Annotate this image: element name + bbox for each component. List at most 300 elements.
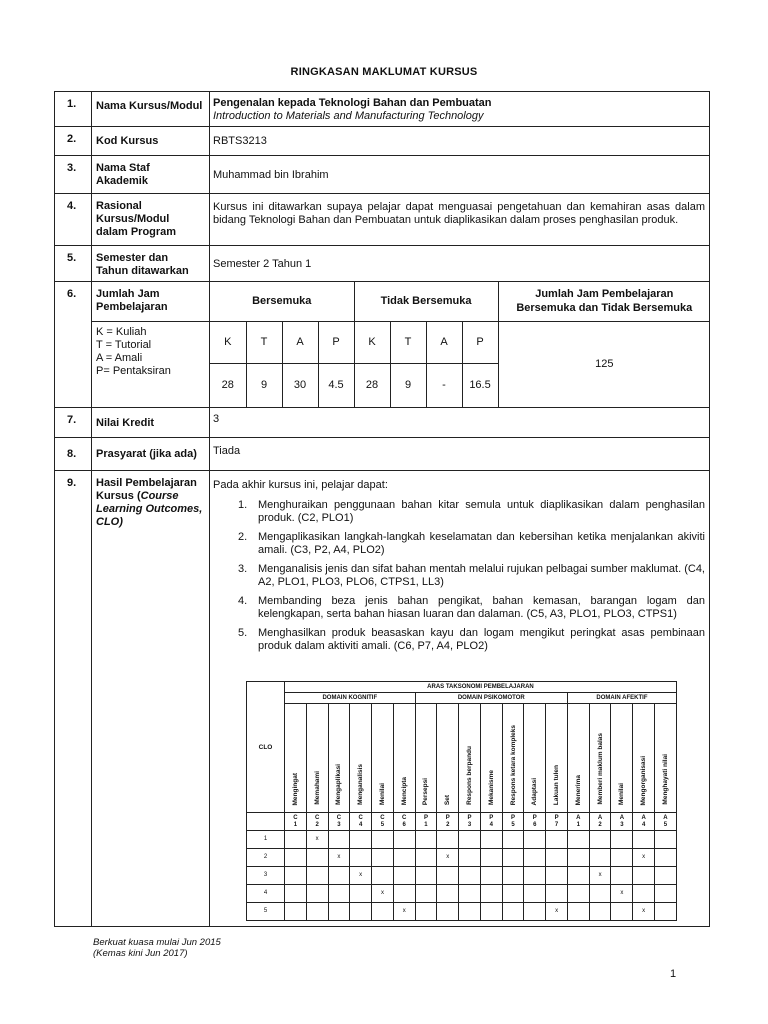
code-number: 2 [315, 821, 319, 828]
taxonomy-mark [546, 867, 568, 885]
taxonomy-mark [393, 831, 415, 849]
taxonomy-mark [393, 849, 415, 867]
label-line: Hasil Pembelajaran [96, 477, 197, 489]
row-label [92, 471, 210, 927]
label-line: Kursus/Modul [96, 213, 170, 225]
semester-value: Semester 2 Tahun 1 [210, 246, 710, 282]
code-letter: P [423, 814, 428, 821]
course-code-value: RBTS3213 [210, 127, 710, 156]
row-number: 1. [55, 92, 92, 127]
code-letter: C [314, 814, 320, 821]
hours-value: 4.5 [318, 363, 354, 408]
clo-list [213, 499, 705, 653]
taxonomy-level-label: Persepsi [422, 777, 430, 805]
credit-value: 3 [210, 408, 710, 438]
taxonomy-code [372, 813, 394, 831]
taxonomy-mark [480, 849, 502, 867]
taxonomy-mark [328, 831, 350, 849]
clo-number: 2. [238, 531, 248, 543]
taxonomy-mark [655, 903, 677, 921]
taxonomy-mark [655, 849, 677, 867]
head-jumlah-jam [498, 282, 710, 321]
taxonomy-mark [567, 831, 589, 849]
taxonomy-code [393, 813, 415, 831]
taxonomy-title: ARAS TAKSONOMI PEMBELAJARAN [285, 682, 677, 693]
clo-header: CLO [258, 743, 273, 751]
taxonomy-level-label: Menganalisis [357, 764, 365, 805]
taxonomy-mark [415, 849, 437, 867]
taxonomy-mark: x [350, 867, 372, 885]
taxonomy-mark [350, 885, 372, 903]
taxonomy-level-label: Mengingat [291, 772, 299, 805]
clo-number: 3. [238, 563, 248, 575]
code-number: 4 [359, 821, 363, 828]
taxonomy-level [350, 704, 372, 813]
code-number: 1 [293, 821, 298, 828]
taxonomy-code [546, 813, 568, 831]
hours-value: - [426, 363, 462, 408]
code-letter: A [597, 814, 603, 821]
taxonomy-mark [437, 831, 459, 849]
legend-item: K = Kuliah [96, 326, 147, 338]
taxonomy-code [328, 813, 350, 831]
taxonomy-mark [415, 867, 437, 885]
row-number: 2. [55, 127, 92, 156]
code-cell: T [390, 321, 426, 363]
label-line: Jumlah Jam [96, 288, 160, 300]
clo-item [213, 627, 705, 653]
taxonomy-level [285, 704, 307, 813]
code-number: 3 [620, 821, 624, 828]
taxonomy-mark [328, 885, 350, 903]
label-part: Course [140, 490, 179, 502]
head-line: Bersemuka dan Tidak Bersemuka [516, 302, 693, 315]
taxonomy-mark [350, 849, 372, 867]
row-label [92, 194, 210, 246]
code-cell: P [462, 321, 498, 363]
taxonomy-level-label: Memahami [313, 771, 321, 805]
code-number: 3 [337, 821, 341, 828]
hours-value: 9 [246, 363, 282, 408]
clo-number-cell: 4 [247, 885, 285, 903]
clo-item [213, 563, 705, 589]
row-label: Nilai Kredit [92, 408, 210, 438]
taxonomy-mark [524, 831, 546, 849]
row-course-code [55, 127, 710, 156]
code-number: 5 [663, 821, 668, 828]
hours-value: 28 [221, 379, 234, 392]
code-number: 4 [489, 821, 493, 828]
taxonomy-mark [589, 849, 611, 867]
hours-value: 16.5 [462, 363, 498, 408]
code-number: 1 [576, 821, 580, 828]
staff-name-value: Muhammad bin Ibrahim [210, 156, 710, 194]
taxonomy-mark [480, 867, 502, 885]
code-letter: C [380, 814, 385, 821]
taxonomy-mark [524, 849, 546, 867]
taxonomy-level [655, 704, 677, 813]
label-line: Semester dan [96, 252, 169, 264]
taxonomy-level [524, 704, 546, 813]
learning-hours-label [96, 288, 168, 314]
code-number: 5 [380, 821, 385, 828]
taxonomy-mark [393, 885, 415, 903]
taxonomy-mark [502, 867, 524, 885]
taxonomy-row [247, 849, 677, 867]
code-number: 1 [424, 821, 428, 828]
taxonomy-level-label: Mengaplikasi [335, 764, 343, 805]
taxonomy-level [459, 704, 481, 813]
page-number: 1 [670, 968, 677, 980]
row-semester [55, 246, 710, 282]
taxonomy-level [546, 704, 568, 813]
row-label: Kod Kursus [92, 127, 210, 156]
taxonomy-mark [589, 831, 611, 849]
taxonomy-row [247, 903, 677, 921]
taxonomy-level [372, 704, 394, 813]
tax-corner [247, 682, 285, 813]
code-number: 4 [641, 821, 646, 828]
taxonomy-code [611, 813, 633, 831]
taxonomy-mark [306, 867, 328, 885]
taxonomy-mark: x [633, 903, 655, 921]
code-letter: A [641, 814, 646, 821]
taxonomy-level-label: Set [444, 794, 452, 805]
taxonomy-code [633, 813, 655, 831]
code-cell: T [246, 321, 282, 363]
taxonomy-mark [567, 867, 589, 885]
taxonomy-mark [655, 831, 677, 849]
code-blank [247, 813, 285, 831]
hours-legend [96, 326, 171, 378]
course-name-value [210, 92, 710, 127]
taxonomy-code [437, 813, 459, 831]
taxonomy-level-label: Mekanisme [487, 769, 495, 805]
clo-text: Mengaplikasikan langkah-langkah keselamatan dan kebersihan ketika menjalankan akiviti amali. (C3, P2, A4, PLO2) [258, 531, 705, 556]
taxonomy-mark [633, 867, 655, 885]
taxonomy-mark: x [372, 885, 394, 903]
taxonomy-mark [437, 903, 459, 921]
taxonomy-level-label: Memberi maklum balas [596, 733, 604, 805]
taxonomy-level-label: Lakuan tulen [553, 764, 561, 805]
taxonomy-level-label: Respons berpandu [466, 746, 473, 805]
taxonomy-level [306, 704, 328, 813]
taxonomy-mark [306, 849, 328, 867]
taxonomy-mark [350, 903, 372, 921]
code-letter: P [511, 814, 516, 821]
taxonomy-mark [655, 867, 677, 885]
taxonomy-mark [328, 867, 350, 885]
taxonomy-mark [546, 831, 568, 849]
clo-number: 4. [238, 595, 248, 607]
taxonomy-level [480, 704, 502, 813]
taxonomy-mark: x [546, 903, 568, 921]
taxonomy-level-label: Adaptasi [531, 777, 539, 805]
taxonomy-mark [611, 849, 633, 867]
taxonomy-mark [546, 885, 568, 903]
course-name-english: Introduction to Materials and Manufacturing Technology [213, 110, 484, 122]
taxonomy-mark [480, 903, 502, 921]
learning-hours-grid-cell [210, 282, 710, 408]
taxonomy-mark: x [306, 831, 328, 849]
row-credit [55, 408, 710, 438]
taxonomy-level [437, 704, 459, 813]
label-line: Pembelajaran [96, 301, 168, 313]
taxonomy-mark [611, 867, 633, 885]
footer-line: Berkuat kuasa mulai Jun 2015 [93, 937, 221, 948]
clo-number: 1. [238, 499, 248, 511]
row-label: Nama Kursus/Modul [92, 92, 210, 127]
taxonomy-mark [480, 831, 502, 849]
taxonomy-code [589, 813, 611, 831]
head-bersemuka: Bersemuka [210, 282, 354, 321]
code-letter: P [532, 814, 537, 821]
clo-item [213, 531, 705, 557]
taxonomy-mark [480, 885, 502, 903]
taxonomy-mark [285, 849, 307, 867]
clo-text: Menghasilkan produk beasaskan kayu dan logam mengikut peringkat asas pembinaan produk dalam aktiviti amali. (C6, P7, A4, PLO2) [258, 627, 705, 652]
taxonomy-mark [567, 849, 589, 867]
footer-line: (Kemas kini Jun 2017) [93, 948, 188, 959]
taxonomy-mark [306, 903, 328, 921]
taxonomy-mark [655, 885, 677, 903]
clo-number-cell: 1 [247, 831, 285, 849]
row-learning-hours [55, 282, 710, 408]
legend-item: P= Pentaksiran [96, 365, 171, 377]
taxonomy-mark [459, 867, 481, 885]
taxonomy-mark [633, 885, 655, 903]
clo-text: Menghuraikan penggunaan bahan kitar semula untuk diaplikasikan dalam penghasilan produk. (C2, PLO1) [258, 499, 705, 524]
label-line: Tahun ditawarkan [96, 265, 189, 277]
taxonomy-code [567, 813, 589, 831]
code-letter: P [489, 814, 494, 821]
code-letter: P [554, 814, 559, 821]
label-line: CLO) [96, 516, 123, 528]
taxonomy-mark [589, 885, 611, 903]
row-rationale [55, 194, 710, 246]
taxonomy-level [589, 704, 611, 813]
taxonomy-level-label: Mencipta [400, 776, 408, 805]
clo-item [213, 595, 705, 621]
clo-text: Membanding beza jenis bahan pengikat, bahan kemasan, barangan logam dan kelengkapan, serta bahan hiasan luaran dan dalaman. (C5, A3, PLO1, PLO3, CTPS1) [258, 595, 705, 620]
taxonomy-mark: x [589, 867, 611, 885]
row-academic-staff [55, 156, 710, 194]
row-number: 8. [55, 438, 92, 471]
taxonomy-mark [437, 885, 459, 903]
taxonomy-mark [372, 831, 394, 849]
taxonomy-mark [567, 903, 589, 921]
taxonomy-level-label: Mengorganisasi [640, 755, 648, 805]
prerequisite-value: Tiada [210, 438, 710, 471]
taxonomy-mark [372, 867, 394, 885]
code-letter: A [576, 814, 581, 821]
course-name-malay: Pengenalan kepada Teknologi Bahan dan Pembuatan [213, 97, 492, 109]
taxonomy-code [524, 813, 546, 831]
taxonomy-mark [285, 903, 307, 921]
taxonomy-mark [415, 831, 437, 849]
label-line: dalam Program [96, 226, 177, 238]
code-letter: C [402, 814, 407, 821]
taxonomy-mark: x [633, 849, 655, 867]
taxonomy-level-label: Respons ketara kompleks [509, 724, 517, 805]
taxonomy-mark [567, 885, 589, 903]
code-letter: C [336, 814, 342, 821]
code-cell: K [354, 321, 390, 363]
code-letter: A [663, 814, 668, 821]
taxonomy-mark [502, 831, 524, 849]
taxonomy-mark [459, 831, 481, 849]
legend-item: A = Amali [96, 352, 143, 364]
code-number: 5 [511, 821, 515, 828]
taxonomy-mark [372, 849, 394, 867]
clo-number-cell: 5 [247, 903, 285, 921]
row-number: 4. [55, 194, 92, 246]
taxonomy-mark [415, 903, 437, 921]
taxonomy-code [480, 813, 502, 831]
learning-hours-grid [210, 282, 710, 408]
learning-hours-label-cell [92, 282, 210, 408]
clo-number-cell: 3 [247, 867, 285, 885]
hours-value: 30 [282, 363, 318, 408]
head-tidak-bersemuka: Tidak Bersemuka [354, 282, 498, 321]
clo-number-cell: 2 [247, 849, 285, 867]
code-letter: A [619, 814, 625, 821]
taxonomy-level-label: Menerima [574, 774, 582, 805]
head-line: Jumlah Jam Pembelajaran [535, 288, 674, 301]
page-title: RINGKASAN MAKLUMAT KURSUS [290, 66, 478, 78]
taxonomy-mark [437, 867, 459, 885]
legend-item: T = Tutorial [96, 339, 152, 351]
taxonomy-mark [372, 903, 394, 921]
row-course-name [55, 92, 710, 127]
taxonomy-mark [393, 867, 415, 885]
row-prerequisite [55, 438, 710, 471]
taxonomy-mark [611, 831, 633, 849]
taxonomy-mark [328, 903, 350, 921]
label-line: Akademik [96, 175, 148, 187]
row-number: 5. [55, 246, 92, 282]
hours-value: 28 [354, 363, 390, 408]
taxonomy-level [393, 704, 415, 813]
taxonomy-mark: x [437, 849, 459, 867]
code-number: 6 [402, 821, 406, 828]
taxonomy-mark: x [393, 903, 415, 921]
row-number: 9. [55, 471, 92, 927]
clo-intro: Pada akhir kursus ini, pelajar dapat: [213, 479, 388, 491]
code-letter: C [358, 814, 363, 821]
taxonomy-code [459, 813, 481, 831]
code-cell: P [318, 321, 354, 363]
label-part: Kursus ( [96, 490, 141, 502]
domain-kognitif: DOMAIN KOGNITIF [285, 693, 416, 704]
row-label [92, 156, 210, 194]
taxonomy-code [350, 813, 372, 831]
taxonomy-mark [415, 885, 437, 903]
taxonomy-code [306, 813, 328, 831]
taxonomy-mark: x [328, 849, 350, 867]
code-cell: K [210, 321, 246, 363]
taxonomy-mark [502, 849, 524, 867]
code-cell: A [426, 321, 462, 363]
taxonomy-mark [502, 885, 524, 903]
hours-value: 9 [390, 363, 426, 408]
taxonomy-mark [285, 885, 307, 903]
taxonomy-level [328, 704, 350, 813]
label-line: Nama Staf [96, 162, 150, 174]
domain-psikomotor: DOMAIN PSIKOMOTOR [415, 693, 567, 704]
taxonomy-mark [306, 885, 328, 903]
taxonomy-row [247, 831, 677, 849]
footer-note [93, 937, 221, 959]
clo-text: Menganalisis jenis dan sifat bahan mentah melalui rujukan pelbagai sumber maklumat. (C4, A2, PLO1, PLO3, PLO6, CTPS1, LL3) [258, 563, 705, 588]
label-line: Learning Outcomes, [96, 503, 203, 515]
code-letter: P [445, 814, 450, 821]
taxonomy-code [655, 813, 677, 831]
taxonomy-mark [546, 849, 568, 867]
clo-number: 5. [238, 627, 248, 639]
taxonomy-level [611, 704, 633, 813]
taxonomy-level [633, 704, 655, 813]
taxonomy-mark [611, 903, 633, 921]
taxonomy-level-label: Menghayati nilai [661, 754, 669, 805]
code-number: 6 [533, 821, 537, 828]
taxonomy-mark [524, 867, 546, 885]
row-number: 3. [55, 156, 92, 194]
row-number: 6. [55, 282, 92, 408]
clo-item [213, 499, 705, 525]
taxonomy-mark [589, 903, 611, 921]
taxonomy-mark [285, 867, 307, 885]
taxonomy-mark [350, 831, 372, 849]
code-number: 2 [446, 821, 450, 828]
taxonomy-code [415, 813, 437, 831]
taxonomy-row [247, 867, 677, 885]
taxonomy-mark [502, 903, 524, 921]
taxonomy-level-label: Menilai [618, 782, 626, 805]
taxonomy-level-label: Menilai [378, 782, 386, 805]
taxonomy-row [247, 885, 677, 903]
taxonomy-mark [633, 831, 655, 849]
code-letter: P [467, 814, 472, 821]
label-line: Rasional [96, 200, 142, 212]
domain-afektif: DOMAIN AFEKTIF [567, 693, 676, 704]
taxonomy-level [502, 704, 524, 813]
taxonomy-mark [285, 831, 307, 849]
taxonomy-level [567, 704, 589, 813]
taxonomy-code [285, 813, 307, 831]
taxonomy-mark [459, 903, 481, 921]
code-letter: C [293, 814, 298, 821]
code-number: 3 [467, 821, 472, 828]
row-number: 7. [55, 408, 92, 438]
taxonomy-mark [524, 903, 546, 921]
taxonomy-table [246, 681, 677, 921]
row-label: Prasyarat (jika ada) [92, 438, 210, 471]
code-cell: A [282, 321, 318, 363]
rationale-value: Kursus ini ditawarkan supaya pelajar dapat menguasai pengetahuan dan kemahiran asas dalam bidang Teknologi Bahan dan Pembuatan untuk diaplikasikan dalam proses penghasilan produk. [210, 194, 710, 246]
taxonomy-mark [459, 849, 481, 867]
taxonomy-mark: x [611, 885, 633, 903]
row-label [92, 246, 210, 282]
taxonomy-code [502, 813, 524, 831]
taxonomy-mark [459, 885, 481, 903]
code-number: 2 [598, 821, 602, 828]
taxonomy-mark [524, 885, 546, 903]
taxonomy-level [415, 704, 437, 813]
label-line [96, 490, 209, 503]
total-hours: 125 [498, 321, 710, 408]
code-number: 7 [554, 821, 559, 828]
